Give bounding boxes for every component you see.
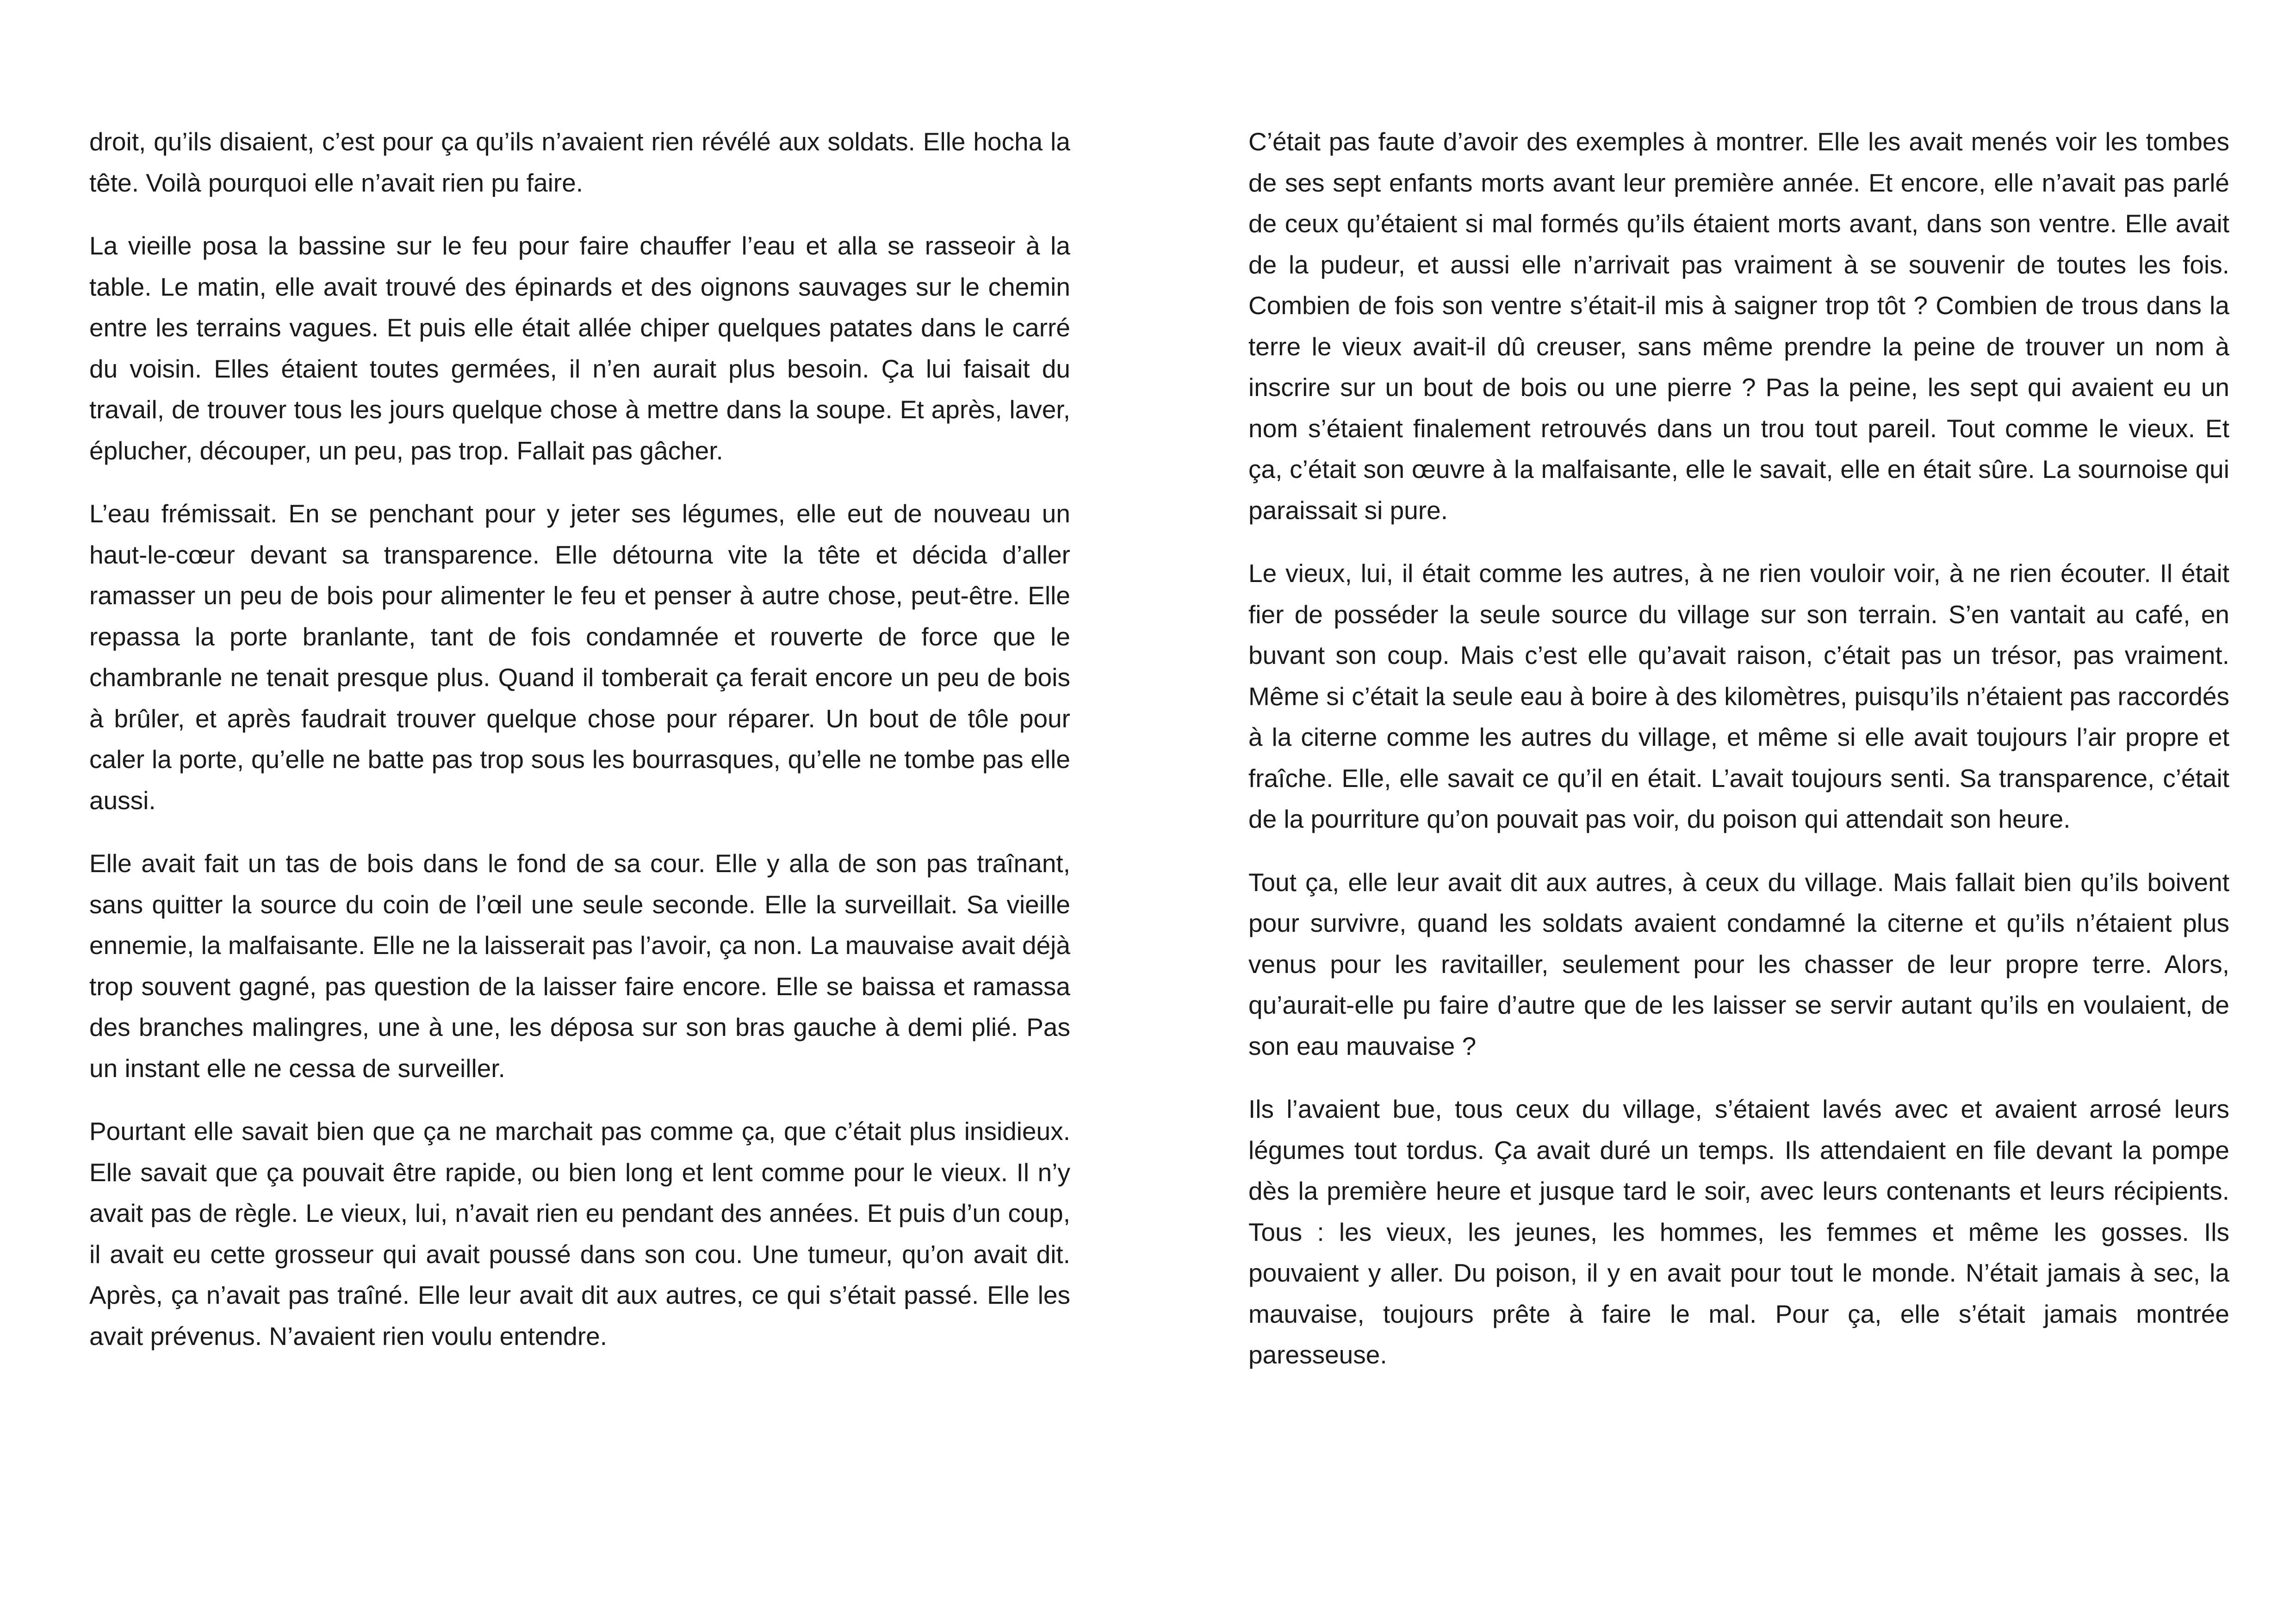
- paragraph: La vieille posa la bassine sur le feu pour faire chauffer l’eau et alla se rasseoir à la table. Le matin, elle avait trouvé des épinards et des oignons sauvages sur le chemin entre les terrains vagues. Et puis elle était allée chiper quelques patates dans le carré du voisin. Elles étaient toutes germées, il n’en aurait plus besoin. Ça lui faisait du travail, de trouver tous les jours quelque chose à mettre dans la soupe. Et après, laver, éplucher, découper, un peu, pas trop. Fallait pas gâcher.: [89, 231, 1070, 465]
- paragraph: Elle avait fait un tas de bois dans le fond de sa cour. Elle y alla de son pas traînant, sans quitter la source du coin de l’œil une seule seconde. Elle la surveillait. Sa vieille ennemie, la malfaisante. Elle ne la laisserait pas l’avoir, ça non. La mauvaise avait déjà trop souvent gagné, pas question de la laisser faire encore. Elle se baissa et ramassa des branches malingres, une à une, les déposa sur son bras gauche à demi plié. Pas un instant elle ne cessa de surveiller.: [89, 849, 1070, 1083]
- right-page: [1248, 121, 2229, 1375]
- paragraph: Pourtant elle savait bien que ça ne marchait pas comme ça, que c’était plus insidieux. Elle savait que ça pouvait être rapide, ou bien long et lent comme pour le vieux. Il n’y avait pas de règle. Le vieux, lui, n’avait rien eu pendant des années. Et puis d’un coup, il avait eu cette grosseur qui avait poussé dans son cou. Une tumeur, qu’on avait dit. Après, ça n’avait pas traîné. Elle leur avait dit aux autres, ce qui s’était passé. Elle les avait prévenus. N’avaient rien voulu entendre.: [89, 1117, 1070, 1350]
- paragraph: Ils l’avaient bue, tous ceux du village, s’étaient lavés avec et avaient arrosé leurs légumes tout tordus. Ça avait duré un temps. Ils attendaient en file devant la pompe dès la première heure et jusque tard le soir, avec leurs contenants et leurs récipients. Tous : les vieux, les jeunes, les hommes, les femmes et même les gosses. Ils pouvaient y aller. Du poison, il y en avait pour tout le monde. N’était jamais à sec, la mauvaise, toujours prête à faire le mal. Pour ça, elle s’était jamais montrée paresseuse.: [1248, 1095, 2229, 1369]
- paragraph: Le vieux, lui, il était comme les autres, à ne rien vouloir voir, à ne rien écouter. Il était fier de posséder la seule source du village sur son terrain. S’en vantait au café, en buvant son coup. Mais c’est elle qu’avait raison, c’était pas un trésor, pas vraiment. Même si c’était la seule eau à boire à des kilomètres, puisqu’ils n’étaient pas raccordés à la citerne comme les autres du village, et même si elle avait toujours l’air propre et fraîche. Elle, elle savait ce qu’il en était. L’avait toujours senti. Sa transparence, c’était de la pourriture qu’on pouvait pas voir, du poison qui attendait son heure.: [1248, 559, 2229, 833]
- paragraph: Tout ça, elle leur avait dit aux autres, à ceux du village. Mais fallait bien qu’ils boivent pour survivre, quand les soldats avaient condamné la citerne et qu’ils n’étaient plus venus pour les ravitailler, seulement pour les chasser de leur propre terre. Alors, qu’aurait-elle pu faire d’autre que de les laisser se servir autant qu’ils en voulaient, de son eau mauvaise ?: [1248, 867, 2229, 1060]
- paragraph: L’eau frémissait. En se penchant pour y jeter ses légumes, elle eut de nouveau un haut-le-cœur devant sa transparence. Elle détourna vite la tête et décida d’aller ramasser un peu de bois pour alimenter le feu et penser à autre chose, peut-être. Elle repassa la porte branlante, tant de fois condamnée et rouverte de force que le chambranle ne tenait presque plus. Quand il tomberait ça ferait encore un peu de bois à brûler, et après faudrait trouver quelque chose pour réparer. Un bout de tôle pour caler la porte, qu’elle ne batte pas trop sous les bourrasques, qu’elle ne tombe pas elle aussi.: [89, 499, 1070, 815]
- left-page: [89, 121, 1070, 1357]
- paragraph: droit, qu’ils disaient, c’est pour ça qu’ils n’avaient rien révélé aux soldats. Elle hocha la tête. Voilà pourquoi elle n’avait rien pu faire.: [89, 127, 1070, 197]
- paragraph: C’était pas faute d’avoir des exemples à montrer. Elle les avait menés voir les tombes de ses sept enfants morts avant leur première année. Et encore, elle n’avait pas parlé de ceux qu’étaient si mal formés qu’ils étaient morts avant, dans son ventre. Elle avait de la pudeur, et aussi elle n’arrivait pas vraiment à se souvenir de toutes les fois. Combien de fois son ventre s’était-il mis à saigner trop tôt ? Combien de trous dans la terre le vieux avait-il dû creuser, sans même prendre la peine de trouver un nom à inscrire sur un bout de bois ou une pierre ? Pas la peine, les sept qui avaient eu un nom s’étaient finalement retrouvés dans un trou tout pareil. Tout comme le vieux. Et ça, c’était son œuvre à la malfaisante, elle le savait, elle en était sûre. La sournoise qui paraissait si pure.: [1248, 127, 2229, 525]
